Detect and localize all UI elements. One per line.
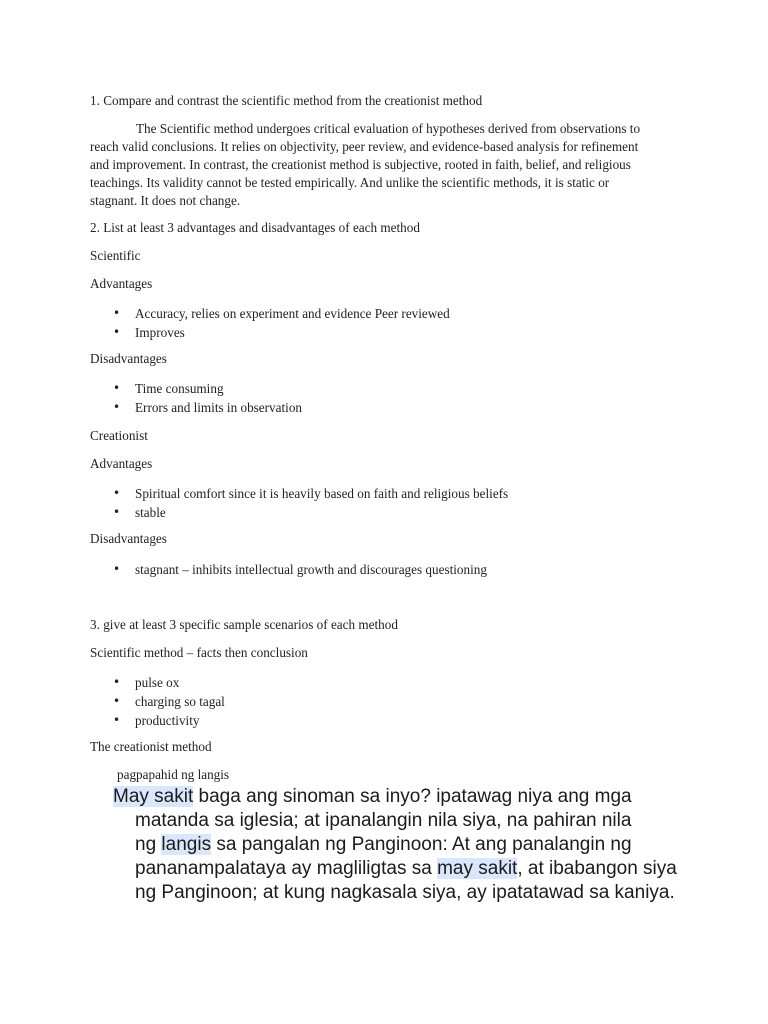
verse-line — [113, 833, 632, 857]
creationist-label: Creationist — [90, 428, 148, 443]
paragraph-line: reach valid conclusions. It relies on objectivity, peer review, and evidence-based analysis for refinement — [90, 139, 639, 154]
scientific-advantages-list — [90, 304, 450, 342]
list-item: • productivity — [90, 711, 225, 730]
q2-heading: 2. List at least 3 advantages and disadvantages of each method — [90, 220, 420, 235]
q1-paragraph — [90, 120, 670, 210]
creationist-advantages-list — [90, 484, 508, 522]
scientific-scenarios-list — [90, 673, 225, 730]
creationist-disadvantages-label: Disadvantages — [90, 531, 167, 546]
paragraph-line: teachings. Its validity cannot be tested empirically. And unlike the scientific methods, it is static or — [90, 175, 610, 190]
paragraph-line: The Scientific method undergoes critical evaluation of hypotheses derived from observations to — [136, 121, 641, 136]
creationist-advantages-label: Advantages — [90, 456, 153, 471]
highlight-langis: langis — [161, 834, 212, 855]
scientific-label: Scientific — [90, 248, 141, 263]
list-item: • Errors and limits in observation — [90, 398, 302, 417]
verse-text: baga ang sinoman sa inyo? ipatawag niya ang mga — [193, 786, 632, 807]
creationist-disadvantages-list — [90, 560, 487, 579]
q1-heading: 1. Compare and contrast the scientific method from the creationist method — [90, 93, 483, 108]
verse-line — [113, 809, 631, 833]
list-item: • Accuracy, relies on experiment and evidence Peer reviewed — [90, 304, 450, 323]
scientific-disadvantages-list — [90, 379, 302, 417]
q3-heading: 3. give at least 3 specific sample scenarios of each method — [90, 617, 398, 632]
verse-text: matanda sa iglesia; at ipanalangin nila siya, na pahiran nila — [135, 810, 632, 831]
list-item: • charging so tagal — [90, 692, 225, 711]
verse-line — [113, 785, 632, 809]
scientific-scenarios-label: Scientific method – facts then conclusion — [90, 645, 308, 660]
verse-text: sa pangalan ng Panginoon: At ang panalangin ng — [211, 834, 632, 855]
creationist-scenarios-label: The creationist method — [90, 739, 212, 754]
list-item: • stable — [90, 503, 508, 522]
verse-line — [113, 857, 677, 881]
verse-line — [113, 881, 675, 905]
creationist-scenario-subheading: pagpapahid ng langis — [117, 767, 230, 782]
verse-text: pananampalataya ay magliligtas sa — [135, 858, 438, 879]
list-item: • Spiritual comfort since it is heavily based on faith and religious beliefs — [90, 484, 508, 503]
paragraph-line: stagnant. It does not change. — [90, 193, 241, 208]
highlight-may-sakit: May sakit — [113, 786, 194, 807]
paragraph-line: and improvement. In contrast, the creationist method is subjective, rooted in faith, belief, and religious — [90, 157, 631, 172]
list-item: • pulse ox — [90, 673, 225, 692]
list-item: • Time consuming — [90, 379, 302, 398]
list-item: • Improves — [90, 323, 450, 342]
scientific-disadvantages-label: Disadvantages — [90, 351, 167, 366]
verse-text: , at ibabangon siya — [517, 858, 677, 879]
scientific-advantages-label: Advantages — [90, 276, 153, 291]
highlight-may-sakit: may sakit — [437, 858, 518, 879]
list-item: • stagnant – inhibits intellectual growth and discourages questioning — [90, 560, 487, 579]
verse-text: ng — [135, 834, 162, 855]
verse-text: ng Panginoon; at kung nagkasala siya, ay ipatatawad sa kaniya. — [135, 882, 675, 903]
